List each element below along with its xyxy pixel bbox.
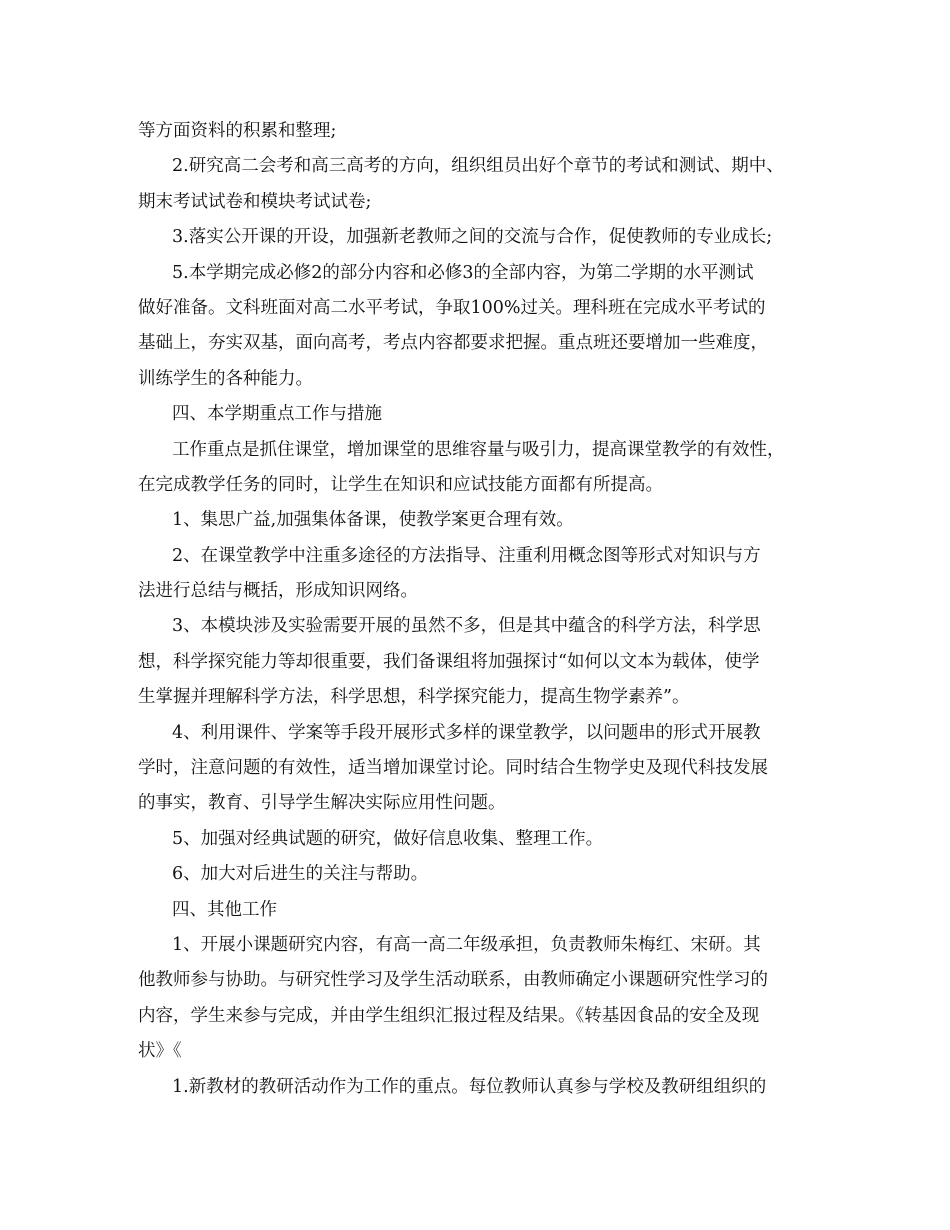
text-line: 3、本模块涉及实验需要开展的虽然不多，但是其中蕴含的科学方法，科学思 — [172, 616, 761, 637]
section-heading: 四、其他工作 — [172, 899, 277, 920]
text-line: 工作重点是抓住课堂，增加课堂的思维容量与吸引力，提高课堂教学的有效性， — [172, 439, 785, 460]
text-line: 等方面资料的积累和整理; — [138, 121, 337, 141]
text-line: 学时，注意问题的有效性，适当增加课堂讨论。同时结合生物学史及现代科技发展 — [138, 758, 768, 779]
text-line: 期末考试试卷和模块考试试卷; — [138, 191, 372, 212]
text-line: 法进行总结与概括，形成知识网络。 — [138, 581, 418, 602]
text-line: 状》《 — [138, 1041, 182, 1062]
text-line: 4、利用课件、学案等手段开展形式多样的课堂教学，以问题串的形式开展教 — [172, 722, 761, 743]
text-line: 在完成教学任务的同时，让学生在知识和应试技能方面都有所提高。 — [138, 474, 663, 495]
text-line: 的事实，教育、引导学生解决实际应用性问题。 — [138, 793, 506, 814]
text-line: 做好准备。文科班面对高二水平考试，争取100%过关。理科班在完成水平考试的 — [138, 297, 766, 318]
text-line: 6、加大对后进生的关注与帮助。 — [172, 864, 429, 885]
text-line: 想，科学探究能力等却很重要，我们备课组将加强探讨“如何以文本为载体，使学 — [138, 651, 760, 672]
text-line: 基础上，夯实双基，面向高考，考点内容都要求把握。重点班还要增加一些难度， — [138, 333, 768, 354]
text-line: 训练学生的各种能力。 — [138, 368, 313, 389]
text-line: 5、加强对经典试题的研究，做好信息收集、整理工作。 — [172, 828, 604, 849]
text-line: 5.本学期完成必修2的部分内容和必修3的全部内容，为第二学期的水平测试 — [172, 262, 754, 283]
text-line: 他教师参与协助。与研究性学习及学生活动联系，由教师确定小课题研究性学习的 — [138, 970, 768, 991]
text-line: 生掌握并理解科学方法，科学思想，科学探究能力，提高生物学素养”。 — [138, 687, 690, 708]
text-line: 2、在课堂教学中注重多途径的方法指导、注重利用概念图等形式对知识与方 — [172, 545, 761, 566]
text-line: 2.研究高二会考和高三高考的方向，组织组员出好个章节的考试和测试、期中、 — [172, 156, 784, 177]
text-line: 1、集思广益,加强集体备课，使教学案更合理有效。 — [172, 510, 574, 531]
text-line: 3.落实公开课的开设，加强新老教师之间的交流与合作，促使教师的专业成长; — [172, 227, 773, 248]
text-line: 1、开展小课题研究内容，有高一高二年级承担，负责教师朱梅红、宋研。其 — [172, 934, 761, 955]
section-heading: 四、本学期重点工作与措施 — [172, 404, 382, 425]
document-body — [138, 114, 828, 1105]
text-line: 1.新教材的教研活动作为工作的重点。每位教师认真参与学校及教研组组织的 — [172, 1076, 767, 1097]
text-line: 内容，学生来参与完成，并由学生组织汇报过程及结果。《转基因食品的安全及现 — [138, 1005, 760, 1026]
